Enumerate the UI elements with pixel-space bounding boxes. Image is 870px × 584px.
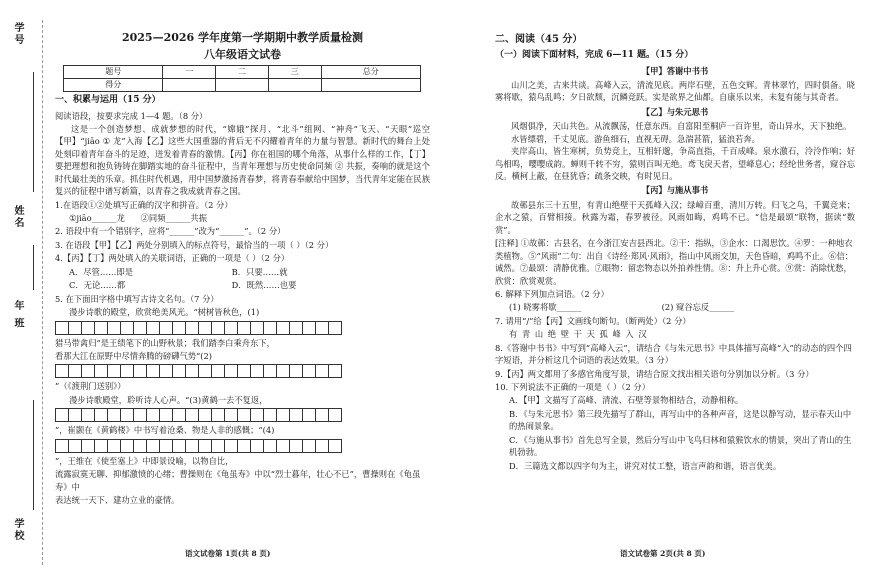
q6-item-2[interactable]: (2) 窥谷忘反______ — [661, 302, 735, 313]
tianzige-box[interactable] — [133, 321, 146, 335]
tianzige-box[interactable] — [172, 439, 185, 453]
tianzige-box[interactable] — [172, 408, 185, 422]
tianzige-box[interactable] — [185, 321, 198, 335]
score-cell[interactable] — [163, 79, 216, 92]
cut-line — [42, 20, 43, 565]
tianzige-box[interactable] — [146, 321, 159, 335]
q5-line-2: 猎马带禽归”是王绩笔下的山野秋景；我们踏李白乘舟东下， — [55, 337, 275, 348]
option-a: A．尽管……即是 — [69, 266, 134, 277]
tianzige-box[interactable] — [263, 408, 276, 422]
table-cell: 得分 — [64, 79, 163, 92]
tianzige-box[interactable] — [68, 364, 81, 378]
tianzige-box[interactable] — [263, 439, 276, 453]
page-2-footer: 语文试卷第 2页(共 8 页) — [620, 549, 706, 558]
tianzige-box[interactable] — [224, 408, 237, 422]
tianzige-box[interactable] — [120, 321, 133, 335]
reading-paragraph: 这是一个创造梦想、成就梦想的时代，“嫦娥”探月、“北斗”组网、“神舟”飞天、“天眼”巡空【甲】“jiāo ① 龙”入海【乙】这些大国重器的背后无不闪耀着青年的力量与智慧。新时代的舞台上处处刻印着青年奋斗的足迹，迸发着青春的激情。【丙】你在祖国的哪个角落，从事什么样的工作，【丁】要把理想和抱负铸铸在脚踏实地的奋斗征程中，当青年理想与历史使命同频 ② 共振，奏响的就是这个时代最壮美的乐章。抓住时代机遇，用中国梦激扬青春梦，将青春奉献给中国梦，当代青年定能在民族复兴的征程中谱写新篇，以青春之我成就青春之国。 — [55, 123, 430, 197]
tianzige-box[interactable] — [263, 321, 276, 335]
tianzige-box[interactable] — [237, 364, 250, 378]
q6-item-1[interactable]: (1) 晓雾将歇______ — [509, 302, 582, 313]
tianzige-box[interactable] — [328, 321, 342, 335]
passage-yi-p2: 水皆缥碧，千丈见底。游鱼细石，直视无碍。急湍甚箭，猛浪若奔。 — [511, 133, 760, 144]
question-4: 4.【丙】【丁】两处填入的关联词语，正确的一项是（ ）（2 分） — [55, 253, 290, 264]
tianzige-box[interactable] — [250, 439, 263, 453]
page-1-footer: 语文试卷第 1页(共 8 页) — [185, 549, 271, 558]
tianzige-box[interactable] — [211, 408, 224, 422]
tianzige-box[interactable] — [237, 321, 250, 335]
passage-yi-p3: 夹岸高山，皆生寒树，负势竞上，互相轩邈，争高直指，千百成峰。泉水激石，泠泠作响；好鸟相鸣，嘤嘤成韵。蝉则千转不穷，猿则百叫无绝。鸢飞戾天者，望峰息心；经纶世务者，窥谷忘反。横柯上蔽，在昼犹昏；疏条交映，有时见日。 — [495, 146, 855, 181]
name-write-line — [33, 245, 34, 290]
tianzige-box[interactable] — [172, 364, 185, 378]
tianzige-box[interactable] — [315, 408, 328, 422]
tianzige-box[interactable] — [81, 408, 94, 422]
tianzige-box[interactable] — [276, 439, 289, 453]
tianzige-row-3[interactable] — [55, 408, 430, 422]
tianzige-box[interactable] — [107, 439, 120, 453]
option-b: B．只要……就 — [231, 266, 288, 277]
tianzige-box[interactable] — [276, 408, 289, 422]
tianzige-box[interactable] — [198, 408, 211, 422]
tianzige-box[interactable] — [120, 364, 133, 378]
tianzige-box[interactable] — [250, 408, 263, 422]
question-3: 3. 在语段【甲】【乙】两处分别填入的标点符号，最恰当的一项（ ）（2 分） — [55, 239, 334, 250]
notes: [注释] ①故鄣：古县名，在今浙江安吉县西北。②干：指纵，③企水：口渴思饮。④罗：一种地衣类植物。⑤“风雨”二句：出自《诗经·郑风·风雨》，指山中风雨交加，天色昏暗，鸡鸣不止。⑥信：诚然。⑦最颂：清静优雅。⑦眼物：留恋物态以外拍养性情。⑧：升上升心赏。⑨赏：消除忧愁，欣赏：欣赏观赏。 — [495, 238, 854, 286]
table-cell: 二 — [216, 66, 269, 79]
tianzige-box[interactable] — [94, 364, 107, 378]
exam-subtitle: 八年级语文试卷 — [204, 47, 281, 61]
tianzige-box[interactable] — [159, 439, 172, 453]
question-10: 10. 下列说法不正确的一项是（ ）（2 分） — [495, 382, 650, 392]
tianzige-box[interactable] — [289, 321, 302, 335]
tianzige-box[interactable] — [68, 408, 81, 422]
tianzige-row-2[interactable] — [55, 364, 430, 378]
exam-title: 2025—2026 学年度第一学期期中教学质量检测 — [121, 31, 364, 44]
question-8: 8.《答谢中书书》中写到“高峰入云”，请结合《与朱元思书》中具体描写高峰“入”的动态的四个四字短语，并分析这几个词语的表达效果。（3 分） — [495, 342, 852, 366]
q5-line-3: 看那大江在原野中尽情奔腾的磅礴气势“(2) — [55, 350, 213, 361]
q5-line-9: 表达统一天下、建功立业的豪情。 — [55, 495, 180, 505]
tianzige-box[interactable] — [328, 364, 342, 378]
tianzige-box[interactable] — [107, 408, 120, 422]
tianzige-box[interactable] — [146, 439, 159, 453]
score-cell[interactable] — [216, 79, 269, 92]
tianzige-box[interactable] — [250, 321, 263, 335]
tianzige-box[interactable] — [276, 321, 289, 335]
tianzige-box[interactable] — [120, 408, 133, 422]
tianzige-box[interactable] — [120, 439, 133, 453]
tianzige-box[interactable] — [68, 439, 81, 453]
tianzige-box[interactable] — [237, 408, 250, 422]
tianzige-box[interactable] — [81, 439, 94, 453]
tianzige-box[interactable] — [107, 321, 120, 335]
option-d: D．既然……也要 — [231, 280, 297, 291]
score-table — [63, 65, 421, 92]
tianzige-box[interactable] — [133, 439, 146, 453]
section-1-heading: 一、积累与运用（15 分） — [55, 95, 161, 105]
tianzige-box[interactable] — [263, 364, 276, 378]
passage-jia-title: 【甲】答谢中书书 — [641, 65, 709, 76]
q5-line-8: 流露寂寞无聊、抑郁激愤的心绪；曹操则在《龟虽寿》中以“烈士暮年，壮心不已”，曹操则在《龟虽寿》中 — [55, 469, 421, 492]
tianzige-box[interactable] — [68, 321, 81, 335]
q10-option-b: B．《与朱元思书》第三段先描写了群山，再写山中的各种声音，这是以静写动，显示春天山中的热闹景象。 — [509, 408, 852, 432]
tianzige-box[interactable] — [159, 364, 172, 378]
tianzige-box[interactable] — [146, 364, 159, 378]
q5-line-4: ”（《渡荆门送别》） — [55, 381, 126, 392]
tianzige-row-1[interactable] — [55, 321, 430, 335]
margin-id-label: 学号 — [12, 22, 23, 46]
question-4-options — [55, 266, 430, 278]
question-1-answers — [55, 212, 430, 224]
tianzige-box[interactable] — [185, 439, 198, 453]
q10-option-c: C．《与施从事书》首先总写全景，然后分写山中飞鸟归林和猿猴饮水的情景，突出了青山的生机勃勃。 — [509, 434, 852, 458]
tianzige-box[interactable] — [146, 408, 159, 422]
score-table-header-row — [64, 66, 421, 79]
tianzige-row-4[interactable] — [55, 439, 430, 453]
tianzige-box[interactable] — [94, 321, 107, 335]
tianzige-box[interactable] — [328, 408, 342, 422]
q10-option-d: D．三篇选文都以四字句为主，讲究对仗工整，语言声韵和谐，语言优美。 — [509, 460, 782, 471]
q1-blank-2[interactable]: ②同频______共振 — [140, 213, 208, 223]
q5-line-7: ”，王维在《使至塞上》中即景设喻，以物自比， — [55, 455, 234, 466]
question-1: 1.在语段①②处填写正确的汉字和拼音。（2 分） — [55, 199, 233, 210]
option-c: C．无论……都 — [69, 280, 126, 291]
tianzige-box[interactable] — [211, 364, 224, 378]
tianzige-box[interactable] — [289, 364, 302, 378]
binding-margin — [0, 0, 50, 584]
q5-line-5: 漫步诗歌殿堂，聆听诗人心声。“(3)黄鹤一去不复返， — [69, 394, 268, 405]
tianzige-box[interactable] — [276, 364, 289, 378]
score-cell[interactable] — [321, 79, 421, 92]
section-2-heading: 二、阅读（45 分） — [495, 34, 583, 45]
tianzige-box[interactable] — [250, 364, 263, 378]
page-2 — [495, 22, 855, 473]
tianzige-box[interactable] — [315, 321, 328, 335]
tianzige-box[interactable] — [302, 408, 315, 422]
tianzige-box[interactable] — [172, 321, 185, 335]
margin-name-label: 姓名 — [12, 205, 23, 229]
tianzige-box[interactable] — [107, 364, 120, 378]
tianzige-box[interactable] — [328, 439, 342, 453]
question-9: 9.【丙】两文都用了多感官角度写景，请结合原文找出相关语句分别加以分析。（3 分） — [495, 368, 814, 379]
margin-school-label: 学校 — [12, 518, 23, 542]
tianzige-box[interactable] — [159, 321, 172, 335]
q10-option-a: A．【甲】文描写了高峰、清流、石壁等景物相结合，动静相称。 — [509, 395, 744, 406]
tianzige-box[interactable] — [224, 439, 237, 453]
page-1 — [55, 22, 430, 507]
passage-bing: 故鄣县东三十五里，有青山绝壁干天孤峰入汉；绿嶂百重，清川万转。归飞之鸟，千翼竞来；企水之猿，百臂相接。秋露为霜，春罗被径。风雨如晦，鸡鸣不已。“信是最颂”联物，据读“数赏”。 — [495, 199, 855, 235]
table-cell: 三 — [268, 66, 321, 79]
tianzige-box[interactable] — [211, 321, 224, 335]
score-table-score-row — [64, 79, 421, 92]
tianzige-box[interactable] — [289, 439, 302, 453]
part-1-heading: （一）阅读下面材料，完成 6—11 题。（15 分） — [495, 50, 694, 60]
tianzige-box[interactable] — [185, 408, 198, 422]
q7-sentence[interactable]: 有 青 山 绝 壁 干 天 孤 峰 入 汉 — [509, 329, 648, 340]
tianzige-box[interactable] — [55, 408, 68, 422]
passage-jia: 山川之美，古来共谈。高峰入云，清流见底。两岸石壁，五色交辉。青林翠竹，四时俱备。晓雾将歇，猿鸟乱鸣；夕日欲颓，沉鳞竞跃。实是欲界之仙都。自康乐以来，未复有能与其奇者。 — [495, 79, 855, 103]
tianzige-box[interactable] — [211, 439, 224, 453]
tianzige-box[interactable] — [133, 408, 146, 422]
tianzige-box[interactable] — [198, 364, 211, 378]
margin-class-label: 年 班 — [12, 300, 23, 330]
passage-bing-title: 【丙】与施从事书 — [641, 185, 709, 196]
tianzige-box[interactable] — [302, 439, 315, 453]
tianzige-box[interactable] — [133, 364, 146, 378]
tianzige-box[interactable] — [185, 364, 198, 378]
tianzige-box[interactable] — [55, 439, 68, 453]
tianzige-box[interactable] — [315, 439, 328, 453]
tianzige-box[interactable] — [302, 321, 315, 335]
tianzige-box[interactable] — [81, 364, 94, 378]
q5-line-6: ”，崔颢在《黄鹤楼》中书写着沧桑、物是人非的感慨；“(4) — [55, 425, 275, 436]
table-cell: 总分 — [321, 66, 421, 79]
tianzige-box[interactable] — [198, 321, 211, 335]
tianzige-box[interactable] — [315, 364, 328, 378]
id-write-line — [33, 72, 34, 192]
tianzige-box[interactable] — [224, 321, 237, 335]
passage-yi-title: 【乙】与朱元思书 — [641, 106, 709, 117]
question-7: 7. 请用“/”给【丙】文画线句断句。（断两处）（2 分） — [495, 315, 691, 326]
question-2: 2. 语段中有一个错别字，应将“______”改为“______”。（2 分） — [55, 226, 286, 237]
q1-4-intro: 阅读语段，按要求完成 1—4 题。（8 分） — [55, 110, 208, 121]
question-4-options-2 — [55, 279, 430, 291]
tianzige-box[interactable] — [198, 439, 211, 453]
score-cell[interactable] — [268, 79, 321, 92]
tianzige-box[interactable] — [302, 364, 315, 378]
table-cell: 题号 — [64, 66, 163, 79]
q5-line-1: 漫步诗歌的殿堂，欣赏绝美风光。“树树皆秋色，(1) — [69, 307, 260, 318]
tianzige-box[interactable] — [94, 408, 107, 422]
table-cell: 一 — [163, 66, 216, 79]
q1-blank-1[interactable]: ①jiāo______龙 — [69, 213, 125, 223]
question-5: 5. 在下面田字格中填写古诗文名句。（7 分） — [55, 293, 219, 304]
question-6-items — [495, 301, 855, 313]
tianzige-box[interactable] — [55, 364, 68, 378]
tianzige-box[interactable] — [81, 321, 94, 335]
passage-yi-p1: 风烟俱净，天山共色。从流飘荡，任意东西。自富阳至桐庐一百许里，奇山异水，天下独绝。 — [511, 121, 852, 132]
tianzige-box[interactable] — [237, 439, 250, 453]
tianzige-box[interactable] — [224, 364, 237, 378]
tianzige-box[interactable] — [159, 408, 172, 422]
tianzige-box[interactable] — [94, 439, 107, 453]
tianzige-box[interactable] — [55, 321, 68, 335]
question-6: 6. 解释下列加点词语。（2 分） — [495, 288, 609, 299]
tianzige-box[interactable] — [289, 408, 302, 422]
class-write-line — [33, 400, 34, 510]
